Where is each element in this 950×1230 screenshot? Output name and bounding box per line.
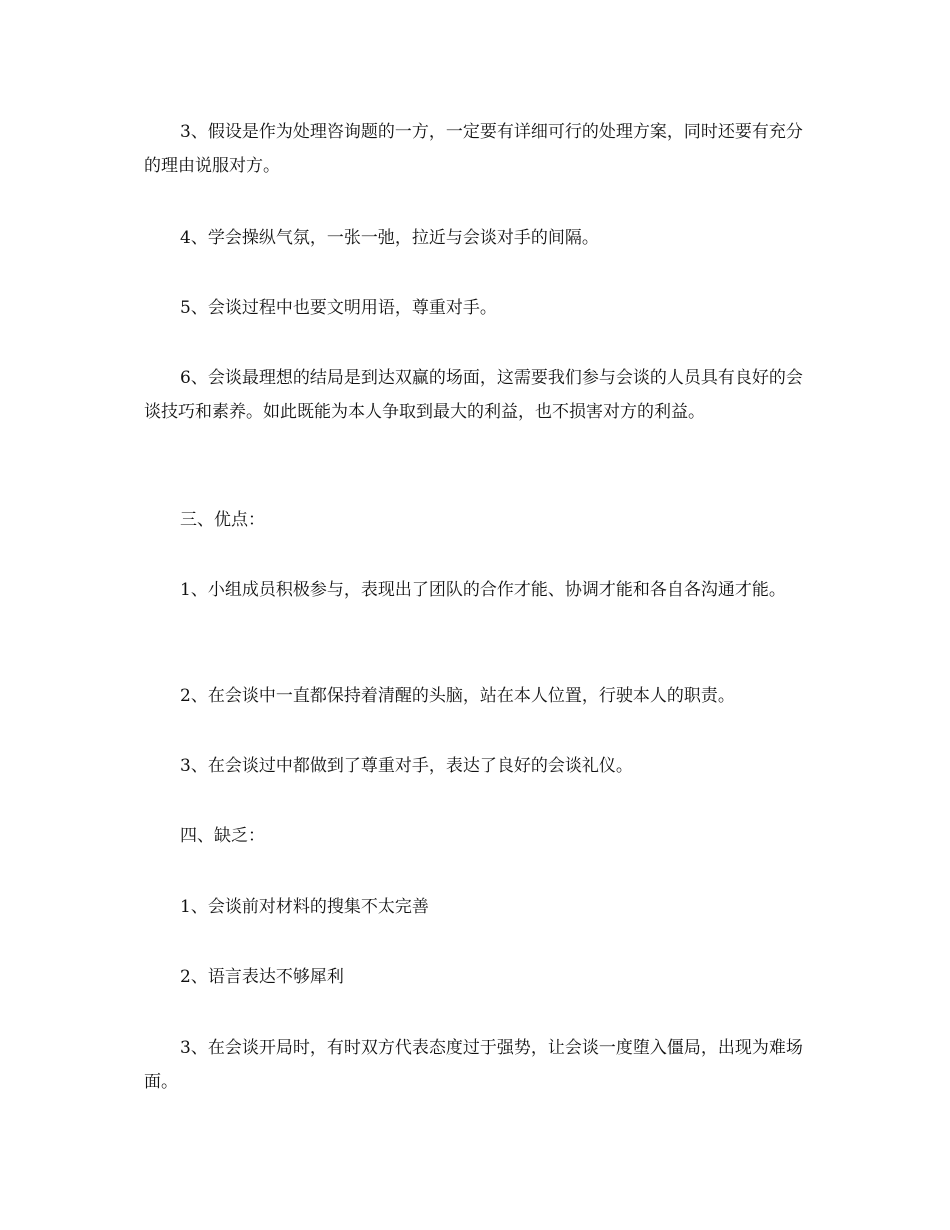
paragraph-solution-plan: 3、假设是作为处理咨询题的一方，一定要有详细可行的处理方案，同时还要有充分的理由说服对方。 bbox=[144, 122, 803, 176]
section-heading-shortcomings: 四、缺乏： bbox=[180, 826, 265, 846]
paragraph-clear-mind: 2、在会谈中一直都保持着清醒的头脑，站在本人位置，行驶本人的职责。 bbox=[180, 686, 735, 706]
paragraph-deadlock: 3、在会谈开局时，有时双方代表态度过于强势，让会谈一度堕入僵局，出现为难场面。 bbox=[144, 1038, 803, 1092]
paragraph-win-win: 6、会谈最理想的结局是到达双赢的场面，这需要我们参与会谈的人员具有良好的会谈技巧和素养。如此既能为本人争取到最大的利益，也不损害对方的利益。 bbox=[144, 368, 803, 422]
paragraph-civil-language: 5、会谈过程中也要文明用语，尊重对手。 bbox=[180, 298, 497, 318]
paragraph-team-participation: 1、小组成员积极参与，表现出了团队的合作才能、协调才能和各自各沟通才能。 bbox=[180, 580, 786, 600]
paragraph-language-expression: 2、语言表达不够犀利 bbox=[180, 967, 344, 987]
paragraph-material-collection: 1、会谈前对材料的搜集不太完善 bbox=[180, 897, 429, 917]
paragraph-control-atmosphere: 4、学会操纵气氛，一张一弛，拉近与会谈对手的间隔。 bbox=[180, 228, 599, 248]
paragraph-etiquette: 3、在会谈过中都做到了尊重对手，表达了良好的会谈礼仪。 bbox=[180, 756, 633, 776]
section-heading-advantages: 三、优点： bbox=[180, 510, 265, 530]
